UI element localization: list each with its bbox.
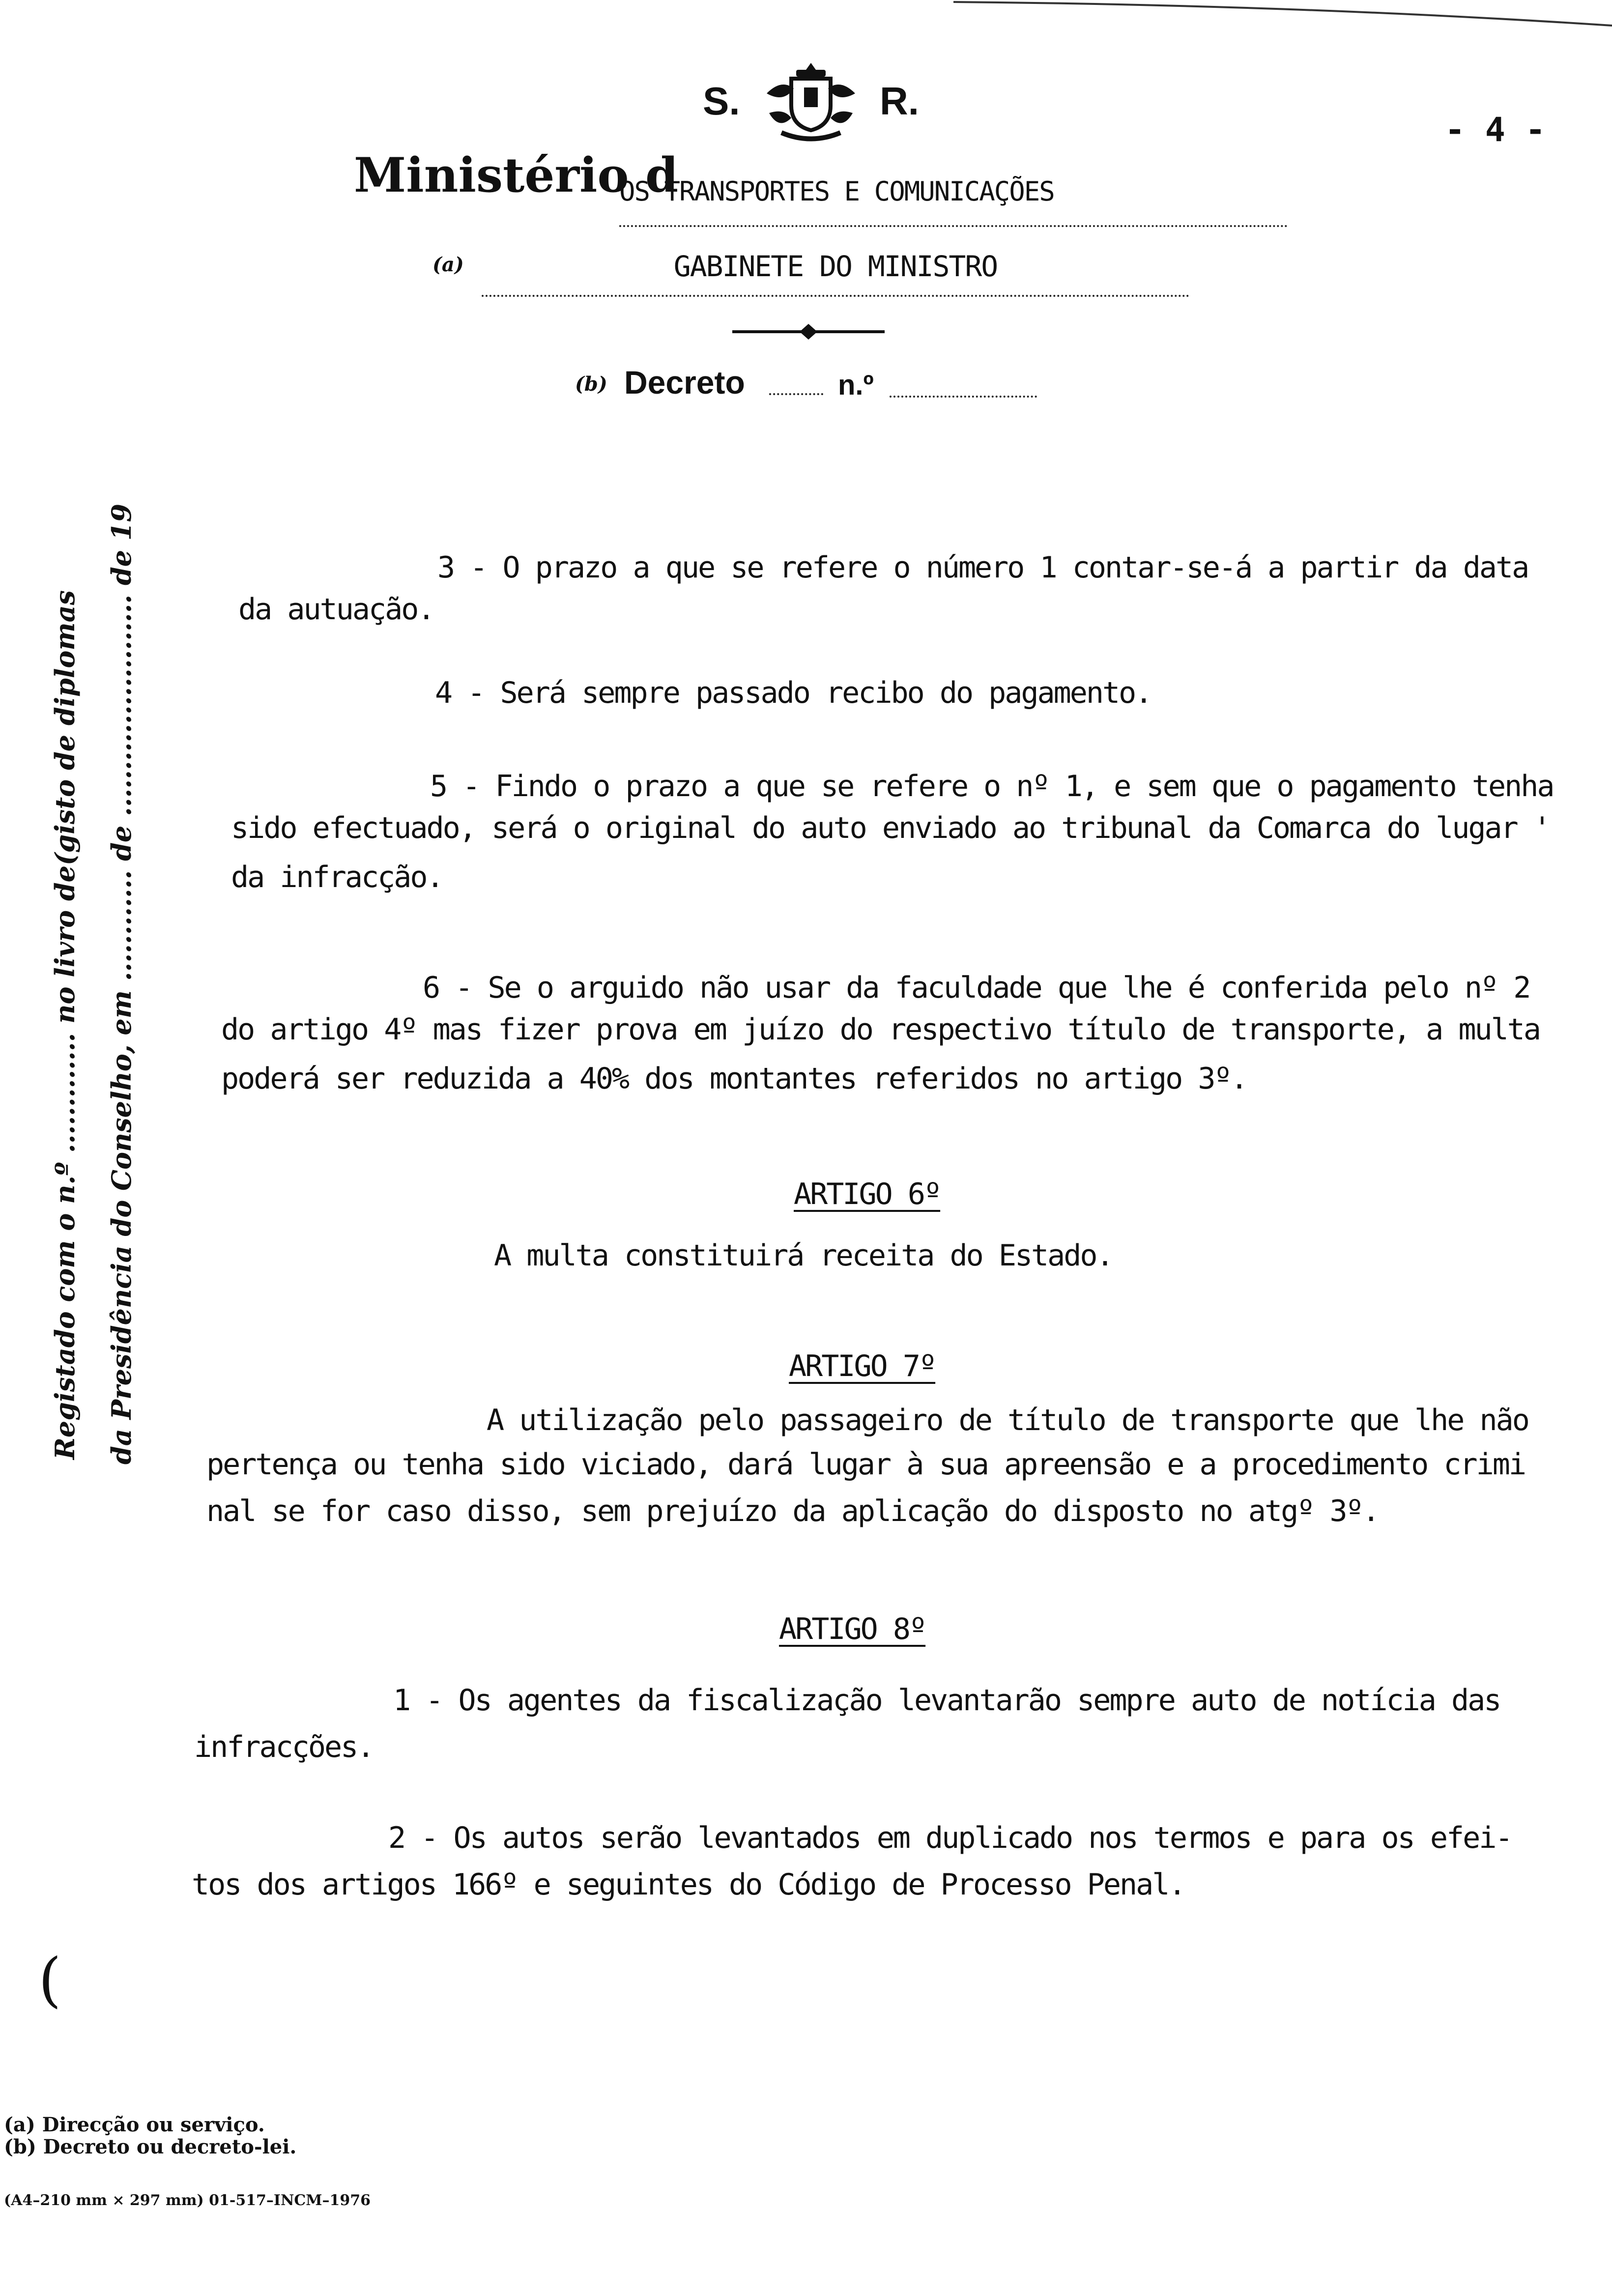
para-3-line-1: 3 - O prazo a que se refere o número 1 contar-se-á a partir da data [437, 550, 1528, 585]
footnote-mark-b: (b) [575, 373, 607, 396]
article-8-heading: ARTIGO 8º [779, 1612, 926, 1646]
letterhead-emblem-row [678, 59, 953, 143]
decree-label: Decreto [624, 364, 745, 401]
para-6-line-3: poderá ser reduzida a 40% dos montantes referidos no artigo 3º. [221, 1062, 1247, 1096]
ministry-prefix: Ministério d [354, 147, 679, 203]
sr-left-letter: S. [703, 79, 740, 123]
article-8-para-1-line-1: 1 - Os agentes da fiscalização levantarão sempre auto de notícia das [393, 1683, 1500, 1718]
footnote-mark-a: (a) [432, 253, 464, 276]
para-3-line-2: da autuação. [238, 592, 434, 627]
ministry-title [354, 147, 1288, 226]
para-5-line-1: 5 - Findo o prazo a que se refere o nº 1, e sem que o pagamento tenha [430, 769, 1554, 804]
registration-line-2: da Presidência do Conselho, em ............ de ........................ de 19 [106, 503, 137, 1464]
sr-right-letter: R. [880, 79, 919, 123]
service-line [432, 243, 1189, 302]
stamp-bracket: ( [38, 1946, 61, 2014]
article-7-heading: ARTIGO 7º [789, 1349, 936, 1383]
service-name: GABINETE DO MINISTRO [482, 243, 1189, 297]
article-7-line-3: nal se for caso disso, sem prejuízo da aplicação do disposto no atgº 3º. [206, 1494, 1379, 1528]
footnote-a: (a) Direcção ou serviço. [4, 2113, 265, 2136]
article-7-line-1: A utilização pelo passageiro de título de transporte que lhe não [487, 1403, 1528, 1437]
article-6-line-1: A multa constituirá receita do Estado. [494, 1238, 1113, 1273]
para-6-line-2: do artigo 4º mas fizer prova em juízo do respectivo título de transporte, a multa [221, 1012, 1540, 1047]
decree-type-blank [769, 393, 823, 395]
footnote-b: (b) Decreto ou decreto-lei. [4, 2135, 297, 2158]
para-6-line-1: 6 - Se o arguido não usar da faculdade que lhe é conferida pelo nº 2 [423, 971, 1530, 1005]
ministry-name: OS TRANSPORTES E COMUNICAÇÕES [619, 176, 1288, 227]
ornament-divider [732, 317, 885, 346]
article-8-para-2-line-1: 2 - Os autos serão levantados em duplicado nos termos e para os efei- [388, 1821, 1512, 1855]
coat-of-arms-icon [762, 59, 860, 143]
article-7-line-2: pertença ou tenha sido viciado, dará lugar à sua apreensão e a procedimento crimi [206, 1447, 1525, 1482]
top-edge-rule [953, 0, 1612, 29]
page-number: - 4 - [1445, 111, 1546, 149]
form-code: (A4–210 mm × 297 mm) 01-517–INCM–1976 [4, 2192, 371, 2209]
para-4-line-1: 4 - Será sempre passado recibo do pagamento. [435, 676, 1151, 710]
para-5-line-3: da infracção. [231, 860, 443, 894]
para-5-line-2: sido efectuado, será o original do auto enviado ao tribunal da Comarca do lugar ' [231, 811, 1550, 845]
decree-number-blank [890, 396, 1037, 398]
article-8-para-1-line-2: infracções. [194, 1730, 374, 1764]
article-6-heading: ARTIGO 6º [794, 1177, 941, 1211]
article-8-para-2-line-2: tos dos artigos 166º e seguintes do Código de Processo Penal. [192, 1867, 1185, 1902]
number-label: n.º [838, 369, 874, 401]
registration-line-1: Registado com o n.º ............. no livro de(gisto de diplomas [49, 590, 81, 1460]
registration-margin-stamp [10, 503, 157, 2014]
decree-number-line [575, 364, 1066, 413]
